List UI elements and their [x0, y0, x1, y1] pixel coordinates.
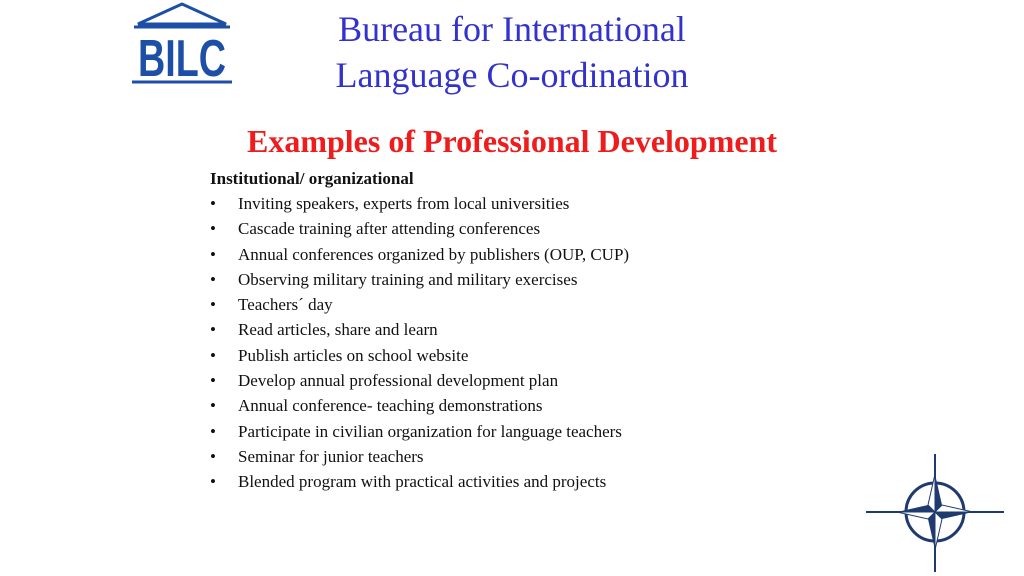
list-item	[210, 368, 830, 393]
organization-name	[262, 6, 762, 98]
list-item	[210, 191, 830, 216]
list-item	[210, 419, 830, 444]
list-item	[210, 444, 830, 469]
organization-name-line-1: Bureau for International	[338, 9, 686, 49]
list-item	[210, 317, 830, 342]
bullet-icon: •	[210, 472, 216, 492]
list-item	[210, 242, 830, 267]
list-item-text: Inviting speakers, experts from local universities	[238, 194, 570, 213]
list-item	[210, 216, 830, 241]
bullet-icon: •	[210, 269, 216, 289]
list-item-text: Teachers´ day	[238, 295, 333, 315]
bullet-icon: •	[210, 244, 216, 264]
bullet-icon: •	[210, 219, 216, 239]
list-item-text: Annual conference- teaching demonstrations	[238, 396, 543, 416]
organization-name-line-2: Language Co-ordination	[335, 55, 689, 95]
list-item	[210, 393, 830, 418]
list-item-text: Observing military training and military exercises	[238, 269, 578, 289]
slide-title: Examples of Professional Development	[246, 123, 778, 159]
bilc-logo-text: BILC	[138, 30, 226, 88]
bullet-icon: •	[210, 421, 216, 441]
bullet-icon: •	[210, 295, 216, 315]
list-item-text: Read articles, share and learn	[238, 320, 438, 340]
list-item-text: Develop annual professional development plan	[238, 371, 559, 391]
list-item	[210, 343, 830, 368]
list-item	[210, 267, 830, 292]
bullet-icon: •	[210, 345, 216, 365]
section-label: Institutional/ organizational	[210, 169, 414, 188]
list-item-text: Blended program with practical activities and projects	[238, 472, 607, 492]
list-item	[210, 292, 830, 317]
list-item	[210, 469, 830, 494]
bullet-icon: •	[210, 371, 216, 391]
list-item-text: Cascade training after attending conferences	[238, 219, 541, 239]
list-item-text: Annual conferences organized by publishers (OUP, CUP)	[238, 244, 630, 264]
list-item-text: Participate in civilian organization for language teachers	[238, 421, 622, 441]
bullet-icon: •	[210, 396, 216, 416]
list-item-text: Seminar for junior teachers	[238, 446, 424, 466]
bullet-icon: •	[210, 320, 216, 340]
list-item-text: Publish articles on school website	[238, 345, 469, 365]
content-body	[210, 166, 830, 495]
bullet-icon: •	[210, 446, 216, 466]
bullet-list	[210, 191, 830, 495]
bilc-logo	[128, 2, 236, 86]
nato-compass-star-icon	[864, 452, 1006, 574]
bullet-icon: •	[210, 194, 216, 213]
